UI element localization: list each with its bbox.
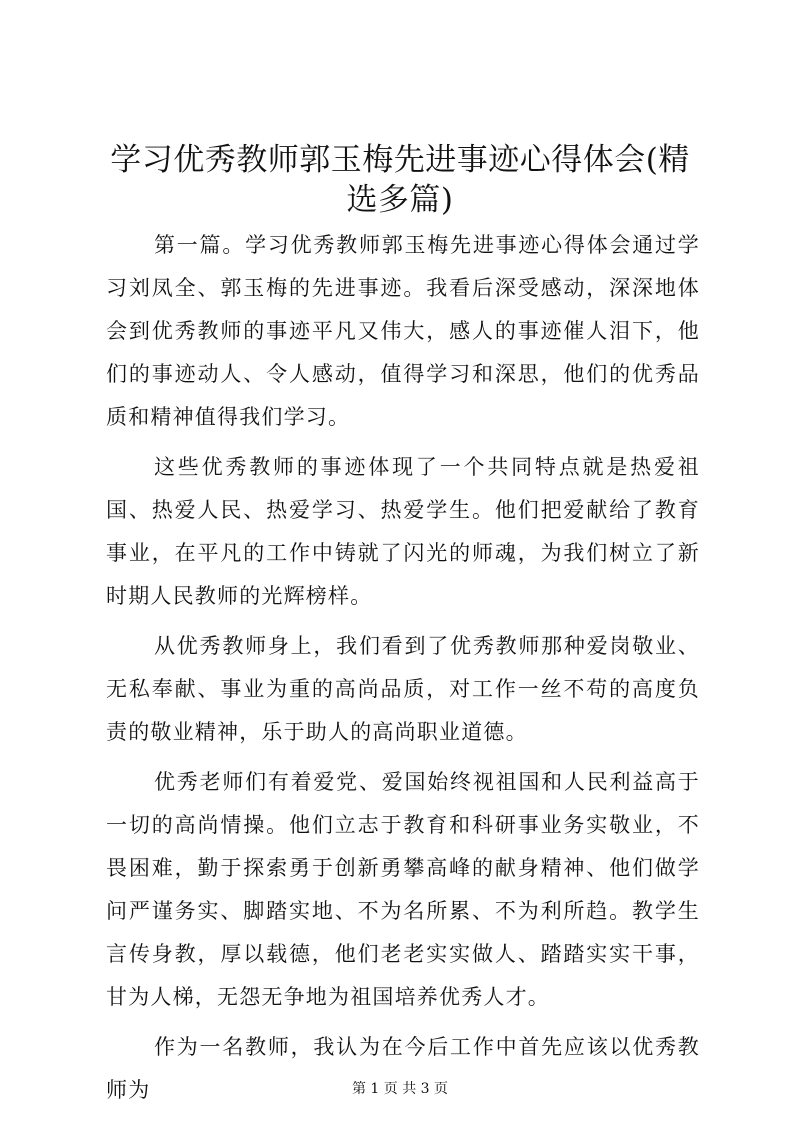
paragraph-3: 从优秀教师身上，我们看到了优秀教师那种爱岗敬业、无私奉献、事业为重的高尚品质，对工作一丝不苟的高度负责的敬业精神，乐于助人的高尚职业道德。 (106, 634, 700, 744)
page-footer: 第 1 页 共 3 页 (351, 1081, 449, 1097)
paragraph-4: 优秀老师们有着爱党、爱国始终视祖国和人民利益高于一切的高尚情操。他们立志于教育和科研事业务实敬业，不畏困难，勤于探索勇于创新勇攀高峰的献身精神、他们做学问严谨务实、脚踏实地、不为名所累、不为利所趋。教学生言传身教，厚以载德，他们老老实实做人、踏踏实实干事，甘为人梯，无怨无争地为祖国培养优秀人才。 (106, 770, 700, 1009)
paragraph-2: 这些优秀教师的事迹体现了一个共同特点就是热爱祖国、热爱人民、热爱学习、热爱学生。他们把爱献给了教育事业，在平凡的工作中铸就了闪光的师魂，为我们树立了新时期人民教师的光辉榜样。 (106, 455, 700, 608)
document-body (106, 224, 700, 1119)
paragraph-5: 作为一名教师，我认为在今后工作中首先应该以优秀教师为 (106, 1035, 700, 1102)
paragraph-1: 第一篇。学习优秀教师郭玉梅先进事迹心得体会通过学习刘凤全、郭玉梅的先进事迹。我看后深受感动，深深地体会到优秀教师的事迹平凡又伟大，感人的事迹催人泪下，他们的事迹动人、令人感动，值得学习和深思，他们的优秀品质和精神值得我们学习。 (106, 233, 700, 429)
document-title: 学习优秀教师郭玉梅先进事迹心得体会(精选多篇) (110, 142, 690, 218)
